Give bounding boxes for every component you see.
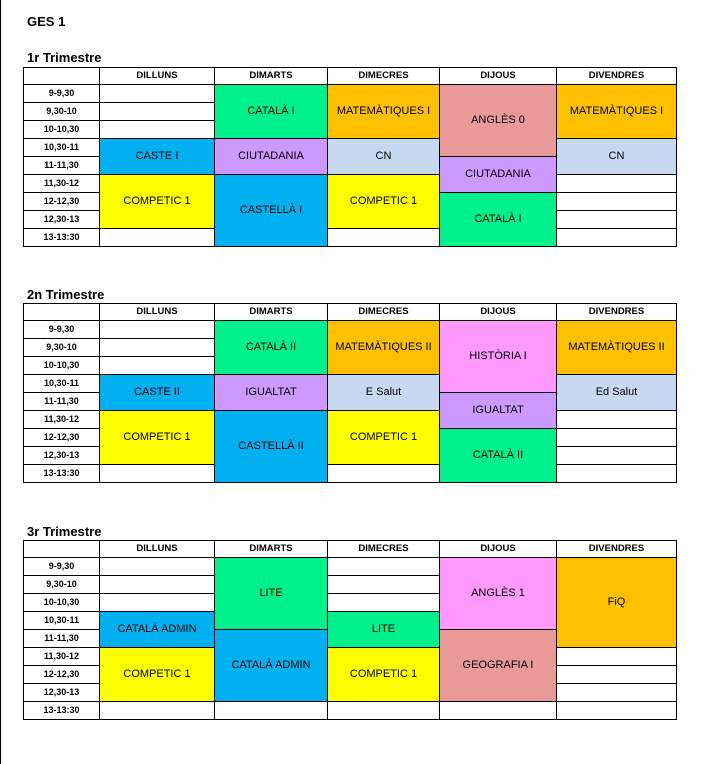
day-header: DIMARTS: [214, 303, 328, 321]
day-header: DIJOUS: [439, 67, 557, 85]
timetable: [23, 67, 677, 247]
lesson-block: MATEMÀTIQUES I: [327, 84, 440, 139]
page-left-border: [0, 0, 1, 764]
lesson-block: IGUALTAT: [439, 392, 557, 429]
time-slot: 11,30-12: [23, 410, 100, 429]
day-header: DIMARTS: [214, 540, 328, 558]
empty-slot: [99, 701, 215, 720]
empty-slot: [99, 593, 215, 612]
empty-slot: [99, 557, 215, 576]
time-slot: 11-11,30: [23, 629, 100, 648]
day-header: DIVENDRES: [556, 303, 677, 321]
time-slot: 13-13:30: [23, 228, 100, 247]
lesson-block: LITE: [214, 557, 328, 630]
lesson-block: MATEMÀTIQUES II: [556, 320, 677, 375]
lesson-block: MATEMÀTIQUES I: [556, 84, 677, 139]
time-slot: 9-9,30: [23, 320, 100, 339]
corner-cell: [23, 540, 100, 558]
term-title: 3r Trimestre: [27, 524, 102, 539]
time-slot: 11,30-12: [23, 647, 100, 666]
empty-slot: [99, 575, 215, 594]
empty-slot: [327, 464, 440, 483]
time-slot: 9,30-10: [23, 575, 100, 594]
lesson-block: CASTELLÀ II: [214, 410, 328, 483]
lesson-block: FiQ: [556, 557, 677, 648]
lesson-block: MATEMÀTIQUES II: [327, 320, 440, 375]
empty-slot: [99, 338, 215, 357]
time-slot: 12,30-13: [23, 210, 100, 229]
time-slot: 11-11,30: [23, 392, 100, 411]
lesson-block: CASTE I: [99, 138, 215, 175]
corner-cell: [23, 67, 100, 85]
lesson-block: COMPETIC 1: [99, 410, 215, 465]
time-slot: 10,30-11: [23, 138, 100, 157]
timetable: [23, 540, 677, 720]
empty-slot: [99, 120, 215, 139]
empty-slot: [327, 593, 440, 612]
day-header: DIMECRES: [327, 303, 440, 321]
empty-slot: [556, 410, 677, 429]
timetable: [23, 303, 677, 483]
time-slot: 12-12,30: [23, 428, 100, 447]
time-slot: 10,30-11: [23, 374, 100, 393]
time-slot: 9,30-10: [23, 102, 100, 121]
empty-slot: [556, 683, 677, 702]
lesson-block: LITE: [327, 611, 440, 648]
day-header: DIJOUS: [439, 540, 557, 558]
empty-slot: [99, 228, 215, 247]
empty-slot: [327, 557, 440, 576]
lesson-block: CIUTADANIA: [214, 138, 328, 175]
lesson-block: HISTÒRIA I: [439, 320, 557, 393]
empty-slot: [327, 575, 440, 594]
day-header: DIVENDRES: [556, 540, 677, 558]
empty-slot: [99, 102, 215, 121]
time-slot: 12-12,30: [23, 665, 100, 684]
lesson-block: COMPETIC 1: [327, 174, 440, 229]
empty-slot: [556, 210, 677, 229]
lesson-block: ANGLÈS 1: [439, 557, 557, 630]
empty-slot: [556, 228, 677, 247]
time-slot: 11,30-12: [23, 174, 100, 193]
day-header: DIMARTS: [214, 67, 328, 85]
lesson-block: CATALÀ ADMIN: [99, 611, 215, 648]
term-title: 1r Trimestre: [27, 50, 102, 65]
time-slot: 12,30-13: [23, 446, 100, 465]
empty-slot: [327, 701, 440, 720]
time-slot: 9-9,30: [23, 84, 100, 103]
day-header: DIMECRES: [327, 67, 440, 85]
empty-slot: [99, 320, 215, 339]
empty-slot: [99, 84, 215, 103]
corner-cell: [23, 303, 100, 321]
lesson-block: CATALÀ II: [439, 428, 557, 483]
term-title: 2n Trimestre: [27, 287, 105, 302]
lesson-block: CATALÀ I: [439, 192, 557, 247]
empty-slot: [556, 192, 677, 211]
day-header: DIJOUS: [439, 303, 557, 321]
day-header: DIMECRES: [327, 540, 440, 558]
time-slot: 11-11,30: [23, 156, 100, 175]
time-slot: 13-13:30: [23, 464, 100, 483]
time-slot: 9-9,30: [23, 557, 100, 576]
time-slot: 12-12,30: [23, 192, 100, 211]
lesson-block: COMPETIC 1: [99, 647, 215, 702]
lesson-block: ANGLÈS 0: [439, 84, 557, 157]
lesson-block: CASTE II: [99, 374, 215, 411]
lesson-block: Ed Salut: [556, 374, 677, 411]
lesson-block: GEOGRAFIA I: [439, 629, 557, 702]
time-slot: 10,30-11: [23, 611, 100, 630]
time-slot: 12,30-13: [23, 683, 100, 702]
lesson-block: CASTELLÀ I: [214, 174, 328, 247]
lesson-block: CATALÀ ADMIN: [214, 629, 328, 702]
empty-slot: [99, 464, 215, 483]
day-header: DILLUNS: [99, 540, 215, 558]
empty-slot: [556, 446, 677, 465]
page-title: GES 1: [27, 14, 66, 29]
time-slot: 10-10,30: [23, 120, 100, 139]
empty-slot: [214, 701, 328, 720]
day-header: DILLUNS: [99, 303, 215, 321]
empty-slot: [439, 701, 557, 720]
lesson-block: COMPETIC 1: [99, 174, 215, 229]
empty-slot: [99, 356, 215, 375]
lesson-block: CN: [327, 138, 440, 175]
empty-slot: [327, 228, 440, 247]
lesson-block: COMPETIC 1: [327, 647, 440, 702]
day-header: DILLUNS: [99, 67, 215, 85]
time-slot: 9,30-10: [23, 338, 100, 357]
time-slot: 10-10,30: [23, 593, 100, 612]
empty-slot: [556, 647, 677, 666]
empty-slot: [556, 701, 677, 720]
lesson-block: CATALÀ II: [214, 320, 328, 375]
lesson-block: CATALÀ I: [214, 84, 328, 139]
time-slot: 10-10,30: [23, 356, 100, 375]
empty-slot: [556, 665, 677, 684]
lesson-block: CIUTADANIA: [439, 156, 557, 193]
time-slot: 13-13:30: [23, 701, 100, 720]
empty-slot: [556, 428, 677, 447]
empty-slot: [556, 174, 677, 193]
lesson-block: COMPETIC 1: [327, 410, 440, 465]
lesson-block: IGUALTAT: [214, 374, 328, 411]
day-header: DIVENDRES: [556, 67, 677, 85]
lesson-block: CN: [556, 138, 677, 175]
lesson-block: E Salut: [327, 374, 440, 411]
empty-slot: [556, 464, 677, 483]
